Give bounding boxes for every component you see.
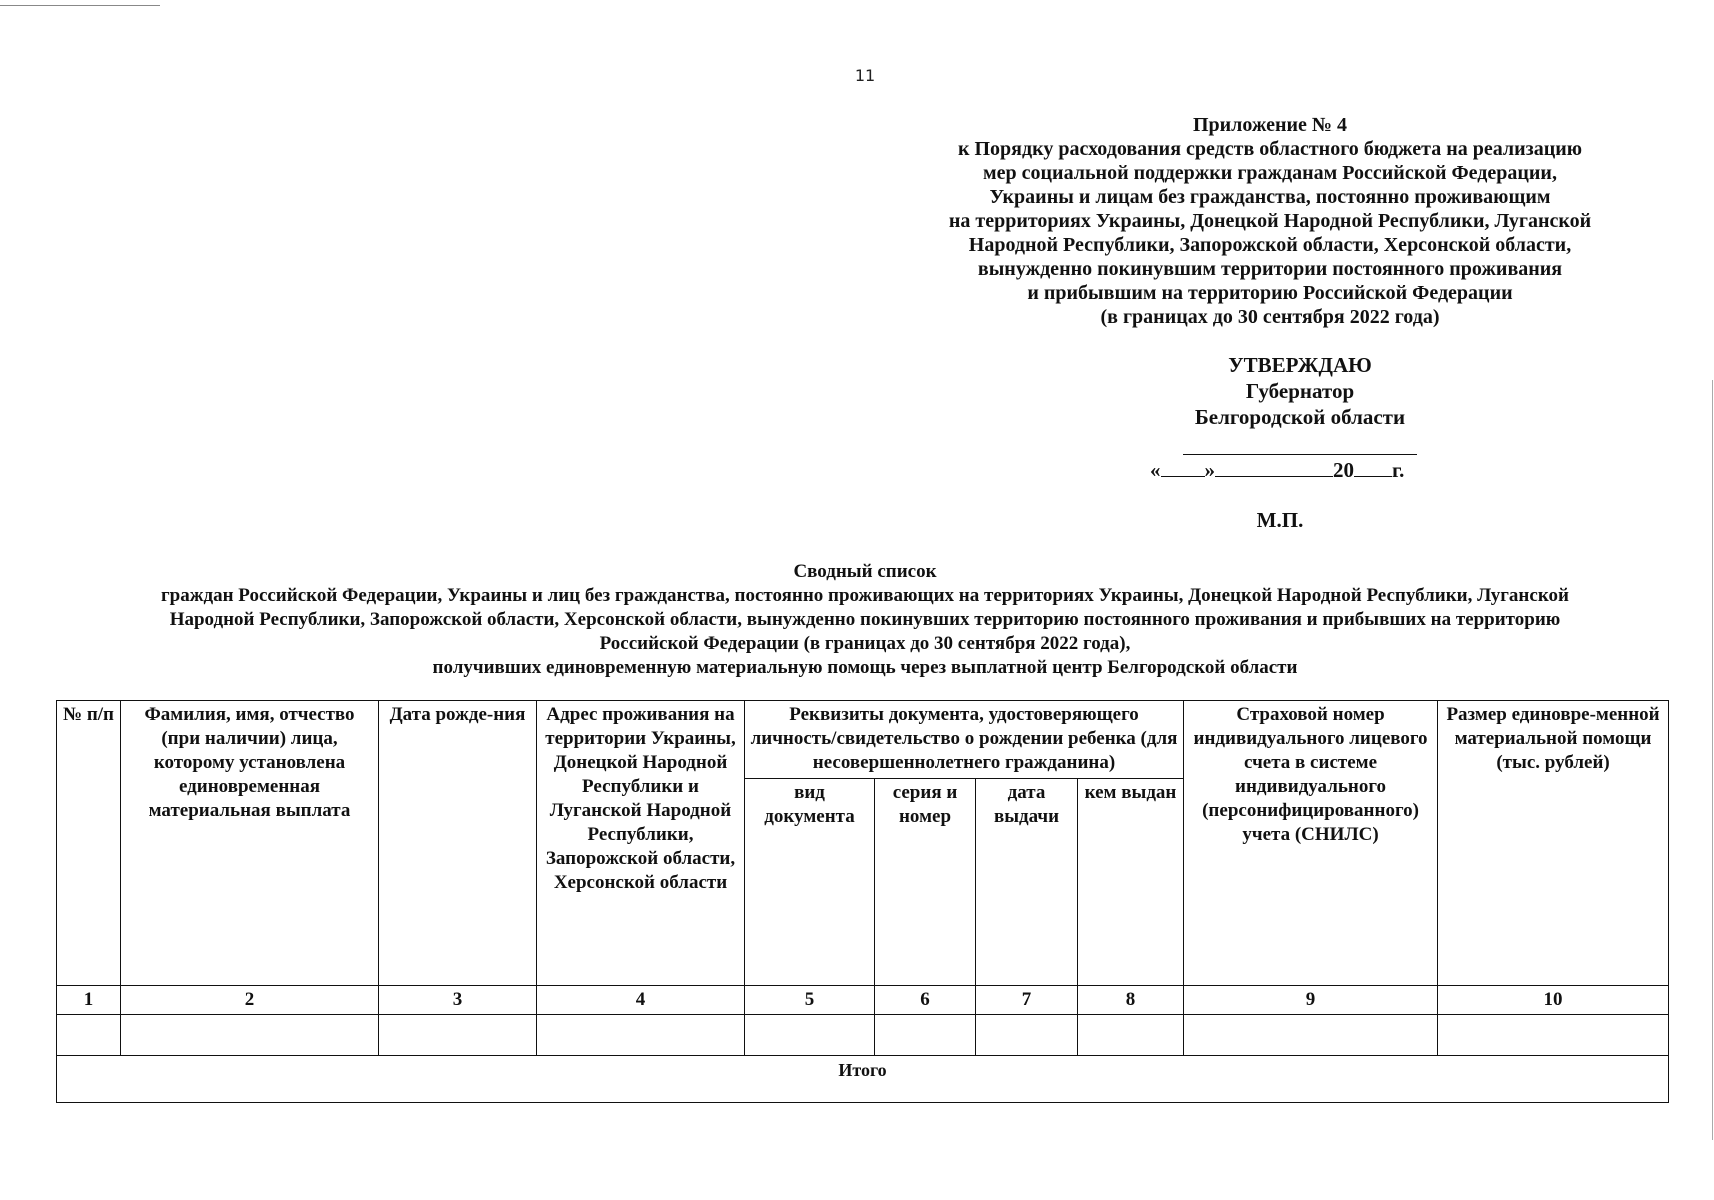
column-number: 5 bbox=[745, 986, 875, 1015]
list-title bbox=[60, 560, 1670, 680]
date-suffix: г. bbox=[1392, 458, 1405, 482]
column-number-row bbox=[57, 986, 1669, 1015]
list-title-line: граждан Российской Федерации, Украины и лиц без гражданства, постоянно проживающих на территориях Украины, Донецкой Народной Республики, Луганской bbox=[161, 585, 1569, 606]
column-number: 10 bbox=[1438, 986, 1669, 1015]
header-num: № п/п bbox=[57, 701, 121, 986]
table-cell[interactable] bbox=[379, 1015, 537, 1056]
date-year-prefix: 20 bbox=[1333, 458, 1354, 482]
header-doc-type: вид документа bbox=[745, 778, 875, 985]
table-cell[interactable] bbox=[976, 1015, 1078, 1056]
annex-line: на территориях Украины, Донецкой Народной Республики, Луганской bbox=[948, 210, 1592, 232]
header-document-group: Реквизиты документа, удостоверяющего личность/свидетельство о рождении ребенка (для несовершеннолетнего гражданина) bbox=[745, 701, 1184, 779]
table-cell[interactable] bbox=[1078, 1015, 1184, 1056]
approval-position: Губернатор bbox=[1245, 379, 1355, 403]
column-number: 7 bbox=[976, 986, 1078, 1015]
date-open-quote: « bbox=[1150, 458, 1161, 482]
table-cell[interactable] bbox=[875, 1015, 976, 1056]
annex-line: Украины и лицам без гражданства, постоянно проживающим bbox=[989, 186, 1551, 208]
annex-line: Народной Республики, Запорожской области, Херсонской области, bbox=[968, 234, 1572, 256]
annex-header bbox=[900, 113, 1640, 329]
approval-title: УТВЕРЖДАЮ bbox=[1228, 353, 1372, 377]
table-cell[interactable] bbox=[1184, 1015, 1438, 1056]
table-cell[interactable] bbox=[1438, 1015, 1669, 1056]
total-label: Итого bbox=[57, 1056, 1669, 1103]
date-close-quote: » bbox=[1204, 458, 1215, 482]
approval-block bbox=[1130, 352, 1470, 430]
table-cell[interactable] bbox=[121, 1015, 379, 1056]
column-number: 6 bbox=[875, 986, 976, 1015]
list-title-line: Российской Федерации (в границах до 30 сентября 2022 года), bbox=[599, 633, 1131, 654]
stamp-place: М.П. bbox=[1256, 508, 1304, 532]
top-edge-line bbox=[0, 5, 160, 6]
total-row bbox=[57, 1056, 1669, 1103]
column-number: 2 bbox=[121, 986, 379, 1015]
annex-line: вынужденно покинувшим территории постоянного проживания bbox=[977, 258, 1563, 280]
column-number: 9 bbox=[1184, 986, 1438, 1015]
annex-line: к Порядку расходования средств областного бюджета на реализацию bbox=[957, 138, 1583, 160]
day-blank bbox=[1161, 456, 1205, 477]
table-header-row bbox=[57, 701, 1669, 779]
month-blank bbox=[1215, 456, 1333, 477]
column-number: 4 bbox=[537, 986, 745, 1015]
annex-line: Приложение № 4 bbox=[1192, 114, 1348, 136]
list-title-line: Народной Республики, Запорожской области, Херсонской области, вынужденно покинувших территорию постоянного проживания и прибывших на территорию bbox=[169, 609, 1561, 630]
header-fio: Фамилия, имя, отчество (при наличии) лица, которому установлена единовременная материальная выплата bbox=[121, 701, 379, 986]
header-snils: Страховой номер индивидуального лицевого счета в системе индивидуального (персонифицированного) учета (СНИЛС) bbox=[1184, 701, 1438, 986]
year-blank bbox=[1354, 456, 1392, 477]
page-number: 11 bbox=[854, 66, 876, 85]
header-doc-date: дата выдачи bbox=[976, 778, 1078, 985]
list-title-line: получивших единовременную материальную помощь через выплатной центр Белгородской области bbox=[432, 657, 1298, 678]
signature-line bbox=[1183, 454, 1417, 455]
header-doc-series: серия и номер bbox=[875, 778, 976, 985]
table-cell[interactable] bbox=[537, 1015, 745, 1056]
annex-line: (в границах до 30 сентября 2022 года) bbox=[1100, 306, 1440, 328]
header-amount: Размер единовре-менной материальной помощи (тыс. рублей) bbox=[1438, 701, 1669, 986]
annex-line: мер социальной поддержки гражданам Российской Федерации, bbox=[983, 162, 1557, 184]
scan-edge-line bbox=[1712, 380, 1713, 1140]
approval-date-line bbox=[1150, 456, 1450, 483]
header-birth-date: Дата рожде-ния bbox=[379, 701, 537, 986]
column-number: 3 bbox=[379, 986, 537, 1015]
table-cell[interactable] bbox=[57, 1015, 121, 1056]
table-row bbox=[57, 1015, 1669, 1056]
column-number: 1 bbox=[57, 986, 121, 1015]
table-cell[interactable] bbox=[745, 1015, 875, 1056]
list-title-line: Сводный список bbox=[793, 561, 937, 582]
header-address: Адрес проживания на территории Украины, Донецкой Народной Республики и Луганской Народной Республики, Запорожской области, Херсонской области bbox=[537, 701, 745, 986]
annex-line: и прибывшим на территорию Российской Федерации bbox=[1027, 282, 1513, 304]
header-doc-issuer: кем выдан bbox=[1078, 778, 1184, 985]
approval-region: Белгородской области bbox=[1194, 405, 1406, 429]
column-number: 8 bbox=[1078, 986, 1184, 1015]
summary-table bbox=[56, 700, 1669, 1103]
